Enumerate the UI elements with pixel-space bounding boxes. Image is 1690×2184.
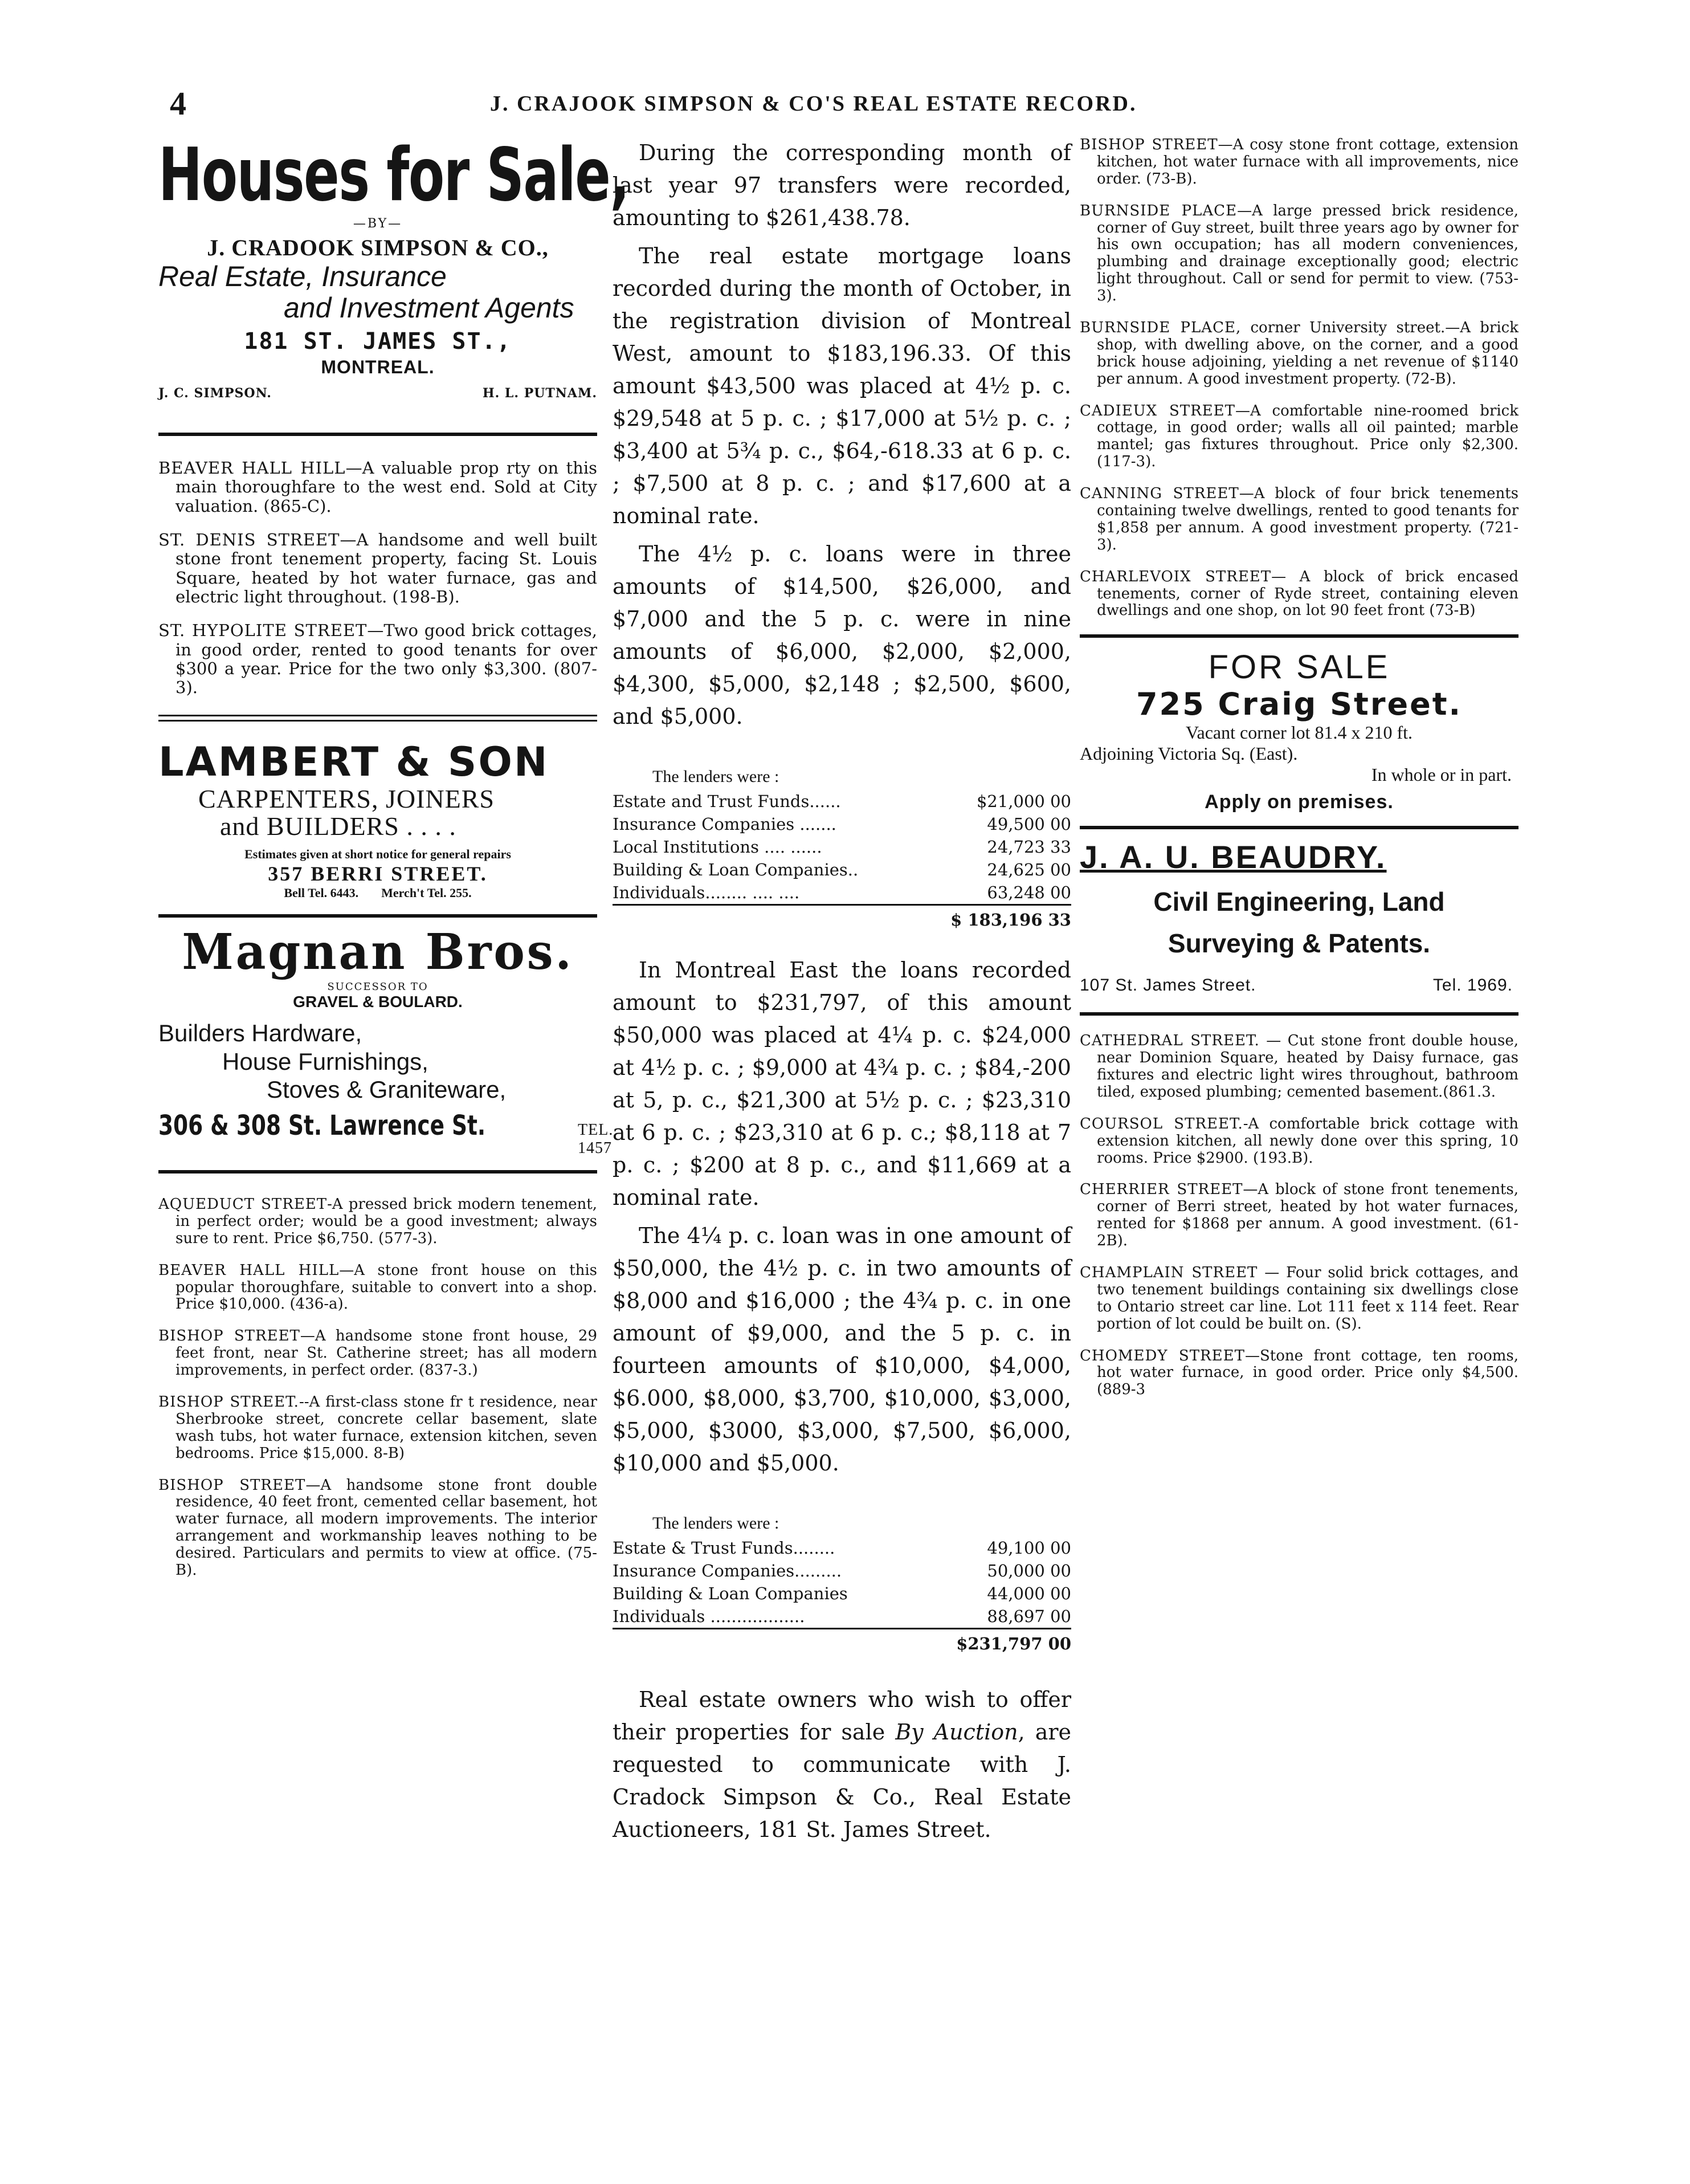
magnan-title: Magnan Bros. bbox=[182, 923, 574, 981]
ad-line-2: and Investment Agents bbox=[284, 292, 574, 324]
column-3 bbox=[1080, 137, 1518, 1413]
lender-amount: 50,000 00 bbox=[987, 1561, 1071, 1580]
listing-text: — Four solid brick cottages, and two tenement buildings containing six dwellings close to Ontario street car line. Lot 111 feet x 114 feet. Rear portion of lot could be built on. (S). bbox=[1097, 1264, 1518, 1333]
lambert-tel-row bbox=[158, 886, 597, 901]
listing-item bbox=[158, 1196, 597, 1248]
lender-name: Individuals .................. bbox=[613, 1607, 805, 1626]
lender-row bbox=[613, 858, 1071, 881]
for-sale-line-2: Adjoining Victoria Sq. (East). bbox=[1080, 743, 1298, 764]
lender-row bbox=[613, 1537, 1071, 1559]
lambert-merch-tel: Merch't Tel. 255. bbox=[381, 886, 472, 901]
beaudry-title: J. A. U. BEAUDRY. bbox=[1080, 839, 1387, 875]
lenders-2-total: $231,797 00 bbox=[921, 1629, 1071, 1656]
para-mortgages-east: In Montreal East the loans recorded amount to $231,797, of this amount $50,000 was placed at 4¼ p. c. $24,000 at 4½ p. c. ; $9,000 at 4¾ p. c. ; $84,-200 at 5, p. c., $21,300 at 5½ p. c. ; $23,310 at 6 p. c. ; $23,310 at 6 p. c.; $8,118 at 7 p. c. ; $200 at 8 p. c., and $11,669 at a nominal rate. bbox=[613, 957, 1071, 1210]
divider bbox=[158, 715, 597, 722]
para-auction-notice bbox=[613, 1684, 1071, 1846]
para-mortgages-west: The real estate mortgage loans recorded during the month of October, in the registration division of Montreal West, amount to $183,196.33. Of this amount $43,500 was placed at 4½ p. c. $29,548 at 5 p. c. ; $17,000 at 5½ p. c. ; $3,400 at 5¾ p. c., $64,-618.33 at 6 p. c. ; $7,500 at 8 p. c. ; and $17,600 at a nominal rate. bbox=[613, 243, 1071, 528]
listing-text: —A large pressed brick residence, corner of Guy street, built three years ago by owner for his own occupation; has all modern conveniences, plumbing and drainage exceptionally good; electric light throughout. Call or send for permit to view. (753-3). bbox=[1097, 202, 1519, 305]
listings-group-c bbox=[1080, 137, 1518, 620]
lenders-1-table bbox=[613, 790, 1071, 931]
listing-item bbox=[1080, 569, 1518, 620]
lender-row bbox=[613, 881, 1071, 905]
para-east-amounts: The 4¼ p. c. loan was in one amount of $50,000, the 4½ p. c. in two amounts of $8,000 and $16,000 ; the 4¾ p. c. in one amount of $9,000, and the 5 p. c. in fourteen amounts of $10,000, $4,000, $6.000, $8,000, $3,700, $10,000, $3,000, $5,000, $3000, $3,000, $7,500, $6,000, $10,000 and $5,000. bbox=[613, 1223, 1071, 1476]
listing-item bbox=[1080, 1348, 1518, 1399]
listing-text: —A handsome and well built stone front tenement property, facing St. Louis Square, heated by hot water furnace, gas and electric light throughout. (198-B). bbox=[175, 530, 597, 607]
divider bbox=[158, 1170, 597, 1174]
firm-name: J. CRADOOK SIMPSON & CO., bbox=[207, 235, 549, 260]
divider bbox=[1080, 634, 1518, 638]
for-sale-apply: Apply on premises. bbox=[1205, 791, 1394, 813]
lender-amount: 44,000 00 bbox=[987, 1584, 1071, 1603]
for-sale-address: 725 Craig Street. bbox=[1136, 686, 1463, 723]
listing-street: CHERRIER STREET bbox=[1080, 1181, 1243, 1199]
for-sale-title: FOR SALE bbox=[1208, 649, 1390, 686]
lender-amount: 49,100 00 bbox=[987, 1538, 1071, 1558]
listing-text: —A valuable prop rty on this main thoroughfare to the west end. Sold at City valuation. (865-C). bbox=[175, 458, 597, 516]
lender-row bbox=[613, 790, 1071, 813]
lambert-estimates: Estimates given at short notice for general repairs bbox=[244, 847, 511, 862]
ad-by-line: —BY— bbox=[353, 217, 403, 231]
for-sale-line-3: In whole or in part. bbox=[1371, 764, 1512, 785]
lender-name: Building & Loan Companies.. bbox=[613, 860, 859, 879]
listing-street: BISHOP STREET. bbox=[158, 1393, 299, 1411]
listing-text: —Two good brick cottages, in good order, rented to good tenants for over $300 a year. Price for the two only $3,300. (807-3). bbox=[175, 621, 597, 698]
listing-street: CHARLEVOIX STREET bbox=[1080, 568, 1272, 585]
para-transfers: During the corresponding month of last year 97 transfers were recorded, amounting to $261,438.78. bbox=[613, 140, 1071, 230]
listing-street: BISHOP STREET bbox=[1080, 136, 1218, 153]
lender-amount: 24,723 33 bbox=[987, 837, 1071, 857]
magnan-line-2: House Furnishings, bbox=[222, 1048, 428, 1075]
listing-street: ST. HYPOLITE STREET bbox=[158, 621, 368, 641]
lender-name: Estate & Trust Funds........ bbox=[613, 1538, 835, 1558]
listing-text: —A handsome stone front double residence, 40 feet front, cemented cellar basement, hot water furnace, all modern improvements. The interior arrangement and workmanship leaves nothing to be desired. Particulars and permits to view at office. (75-B). bbox=[175, 1476, 598, 1579]
lender-name: Estate and Trust Funds...... bbox=[613, 792, 841, 811]
listing-street: CATHEDRAL STREET. bbox=[1080, 1032, 1260, 1050]
beaudry-address: 107 St. James Street. bbox=[1080, 976, 1256, 995]
listing-item bbox=[1080, 1116, 1518, 1167]
divider bbox=[158, 914, 597, 918]
lender-name: Insurance Companies ....... bbox=[613, 814, 836, 834]
page-number: 4 bbox=[170, 85, 186, 122]
lender-amount: 88,697 00 bbox=[987, 1607, 1071, 1626]
magnan-predecessor: GRAVEL & BOULARD. bbox=[293, 993, 463, 1011]
listing-text: —A stone front house on this popular thoroughfare, suitable to convert into a shop. Price $10,000. (436-a). bbox=[175, 1261, 597, 1313]
listing-street: BEAVER HALL HILL bbox=[158, 1261, 340, 1279]
magnan-address: 306 & 308 St. Lawrence St. bbox=[158, 1110, 486, 1142]
lender-row bbox=[613, 1559, 1071, 1582]
lender-name: Local Institutions .... ...... bbox=[613, 837, 822, 857]
listing-text: — A block of brick encased tenements, corner of Ryde street, containing eleven dwellings and one shop, on lot 90 feet front (73-B) bbox=[1097, 568, 1519, 620]
column-2 bbox=[613, 137, 1071, 1852]
listing-street: BURNSIDE PLACE, bbox=[1080, 319, 1242, 337]
listing-text: —A cosy stone front cottage, extension kitchen, hot water furnace with all improvements, nice order. (73-B). bbox=[1097, 136, 1518, 188]
listing-item bbox=[1080, 486, 1518, 554]
listing-item bbox=[1080, 203, 1518, 305]
lender-amount: 24,625 00 bbox=[987, 860, 1071, 879]
listing-text: —A handsome stone front house, 29 feet front, near St. Catherine street; has all modern improvements, in perfect order. (837-3.) bbox=[175, 1327, 598, 1379]
magnan-address-row bbox=[158, 1110, 614, 1158]
magnan-successor: SUCCESSOR TO bbox=[327, 981, 428, 993]
lender-amount: 63,248 00 bbox=[987, 883, 1071, 902]
listing-text: —A block of stone front tenements, corner of Berri street, heated by hot water furnaces, rented for $1868 per annum. A good investment. (61-2B). bbox=[1097, 1181, 1518, 1250]
lender-row bbox=[613, 1582, 1071, 1605]
lenders-2-table bbox=[613, 1537, 1071, 1655]
listings-group-a bbox=[158, 459, 597, 698]
divider bbox=[158, 433, 597, 436]
magnan-tel: TEL. 1457 bbox=[578, 1121, 614, 1158]
listing-item bbox=[158, 621, 597, 697]
firm-city: MONTREAL. bbox=[321, 357, 435, 377]
listing-text: -A comfortable brick cottage with extension kitchen, all newly done over this spring, 10 rooms. Price $2900. (193.B). bbox=[1097, 1115, 1518, 1167]
lender-amount: 49,500 00 bbox=[987, 814, 1071, 834]
beaudry-address-row bbox=[1080, 976, 1513, 995]
lambert-line-1: CARPENTERS, JOINERS bbox=[198, 784, 495, 813]
listing-street: CHOMEDY STREET bbox=[1080, 1347, 1245, 1364]
partner-right: H. L. PUTNAM. bbox=[482, 386, 597, 401]
partner-left: J. C. SIMPSON. bbox=[158, 386, 272, 401]
listing-street: BURNSIDE PLACE bbox=[1080, 202, 1238, 219]
listing-street: COURSOL STREET. bbox=[1080, 1115, 1243, 1132]
listing-street: CADIEUX STREET bbox=[1080, 402, 1235, 419]
listing-item bbox=[1080, 403, 1518, 471]
lender-amount: $21,000 00 bbox=[976, 792, 1071, 811]
lambert-bell-tel: Bell Tel. 6443. bbox=[284, 886, 359, 901]
lender-name: Building & Loan Companies bbox=[613, 1584, 848, 1603]
listing-street: CHAMPLAIN STREET bbox=[1080, 1264, 1258, 1281]
listing-text: corner University street.—A brick shop, with dwelling above, on the corner, and a good brick house adjoining, yielding a net revenue of $1140 per annum. A good investment property. (72-B). bbox=[1097, 319, 1518, 388]
ad-line-1: Real Estate, Insurance bbox=[158, 260, 447, 292]
beaudry-line-2: Surveying & Patents. bbox=[1168, 928, 1431, 959]
column-1 bbox=[158, 133, 629, 1594]
lambert-title: LAMBERT & SON bbox=[158, 738, 549, 785]
lambert-line-2: and BUILDERS . . . . bbox=[220, 812, 456, 841]
auction-text-a: Real estate owners who wish to offer their properties for sale bbox=[613, 1687, 1071, 1745]
listings-group-b bbox=[158, 1196, 597, 1579]
listing-item bbox=[1080, 1265, 1518, 1333]
listing-text: — Cut stone front double house, near Dominion Square, heated by Daisy furnace, gas fixtures and electric light wires throughout, bathroom tiled, exposed plumbing; cemented basement.(861.3. bbox=[1097, 1032, 1518, 1101]
beaudry-tel: Tel. 1969. bbox=[1432, 976, 1513, 995]
listing-item bbox=[158, 1394, 597, 1462]
lambert-address: 357 BERRI STREET. bbox=[268, 862, 488, 886]
auction-text-b: , are requested to communicate with J. Cradock Simpson & Co., Real Estate Auctioneers, 181 St. James Street. bbox=[613, 1720, 1071, 1842]
listing-street: BISHOP STREET bbox=[158, 1476, 306, 1494]
partners-row bbox=[158, 386, 597, 401]
listing-item bbox=[158, 1477, 597, 1579]
magnan-line-1: Builders Hardware, bbox=[158, 1020, 362, 1047]
divider bbox=[1080, 1012, 1518, 1016]
listing-street: BISHOP STREET bbox=[158, 1327, 300, 1345]
listing-street: AQUEDUCT STREET bbox=[158, 1196, 328, 1213]
listing-text: —A comfortable nine-roomed brick cottage, in good order; walls all oil painted; marble mantel; gas fixtures throughout. Price only $2,300. (117-3). bbox=[1097, 402, 1519, 471]
lender-name: Insurance Companies......... bbox=[613, 1561, 842, 1580]
beaudry-line-1: Civil Engineering, Land bbox=[1153, 887, 1445, 917]
lenders-2-title: The lenders were : bbox=[652, 1514, 779, 1533]
listing-item bbox=[1080, 320, 1518, 388]
lenders-1-title: The lenders were : bbox=[652, 767, 779, 786]
listing-text: —Stone front cottage, ten rooms, hot water furnace, in good order. Price only $4,500. (889-3 bbox=[1097, 1347, 1518, 1399]
listing-street: ST. DENIS STREET bbox=[158, 530, 340, 550]
listing-item bbox=[158, 1262, 597, 1314]
for-sale-line-1: Vacant corner lot 81.4 x 210 ft. bbox=[1185, 722, 1413, 743]
lender-name: Individuals........ .... .... bbox=[613, 883, 800, 902]
magnan-line-3: Stoves & Graniteware, bbox=[267, 1076, 507, 1103]
listing-item bbox=[1080, 137, 1518, 188]
lender-row bbox=[613, 813, 1071, 836]
running-title: J. CRAJOOK SIMPSON & CO'S REAL ESTATE RECORD. bbox=[490, 92, 1137, 116]
listing-item bbox=[158, 459, 597, 516]
para-west-amounts: The 4½ p. c. loans were in three amounts of $14,500, $26,000, and $7,000 and the 5 p. c. were in nine amounts of $6,000, $2,000, $2,000, $4,300, $5,000, $2,148 ; $2,500, $600, and $5,000. bbox=[613, 541, 1071, 729]
divider bbox=[1080, 826, 1518, 829]
listing-item bbox=[158, 531, 597, 606]
listing-item bbox=[158, 1328, 597, 1379]
firm-address: 181 ST. JAMES ST., bbox=[244, 328, 512, 355]
lender-row bbox=[613, 1605, 1071, 1629]
houses-for-sale-title: Houses for Sale, bbox=[158, 133, 629, 218]
listing-item bbox=[1080, 1181, 1518, 1250]
listings-group-d bbox=[1080, 1033, 1518, 1399]
listing-text: —A block of four brick tenements containing twelve dwellings, rented to good tenants for $1,858 per annum. A good investment property. (721-3). bbox=[1097, 485, 1518, 553]
listing-text: --A first-class stone fr t residence, near Sherbrooke street, concrete cellar basement, slate wash tubs, hot water furnace, extension kitchen, seven bedrooms. Price $15,000. 8-B) bbox=[175, 1393, 597, 1462]
listing-text: -A pressed brick modern tenement, in perfect order; would be a good investment; always sure to rent. Price $6,750. (577-3). bbox=[175, 1196, 597, 1247]
auction-italic: By Auction bbox=[895, 1720, 1018, 1745]
listing-street: CANNING STREET bbox=[1080, 485, 1239, 503]
lender-row bbox=[613, 836, 1071, 858]
listing-item bbox=[1080, 1033, 1518, 1101]
listing-street: BEAVER HALL HILL bbox=[158, 458, 346, 478]
lenders-1-total: $ 183,196 33 bbox=[920, 905, 1071, 932]
